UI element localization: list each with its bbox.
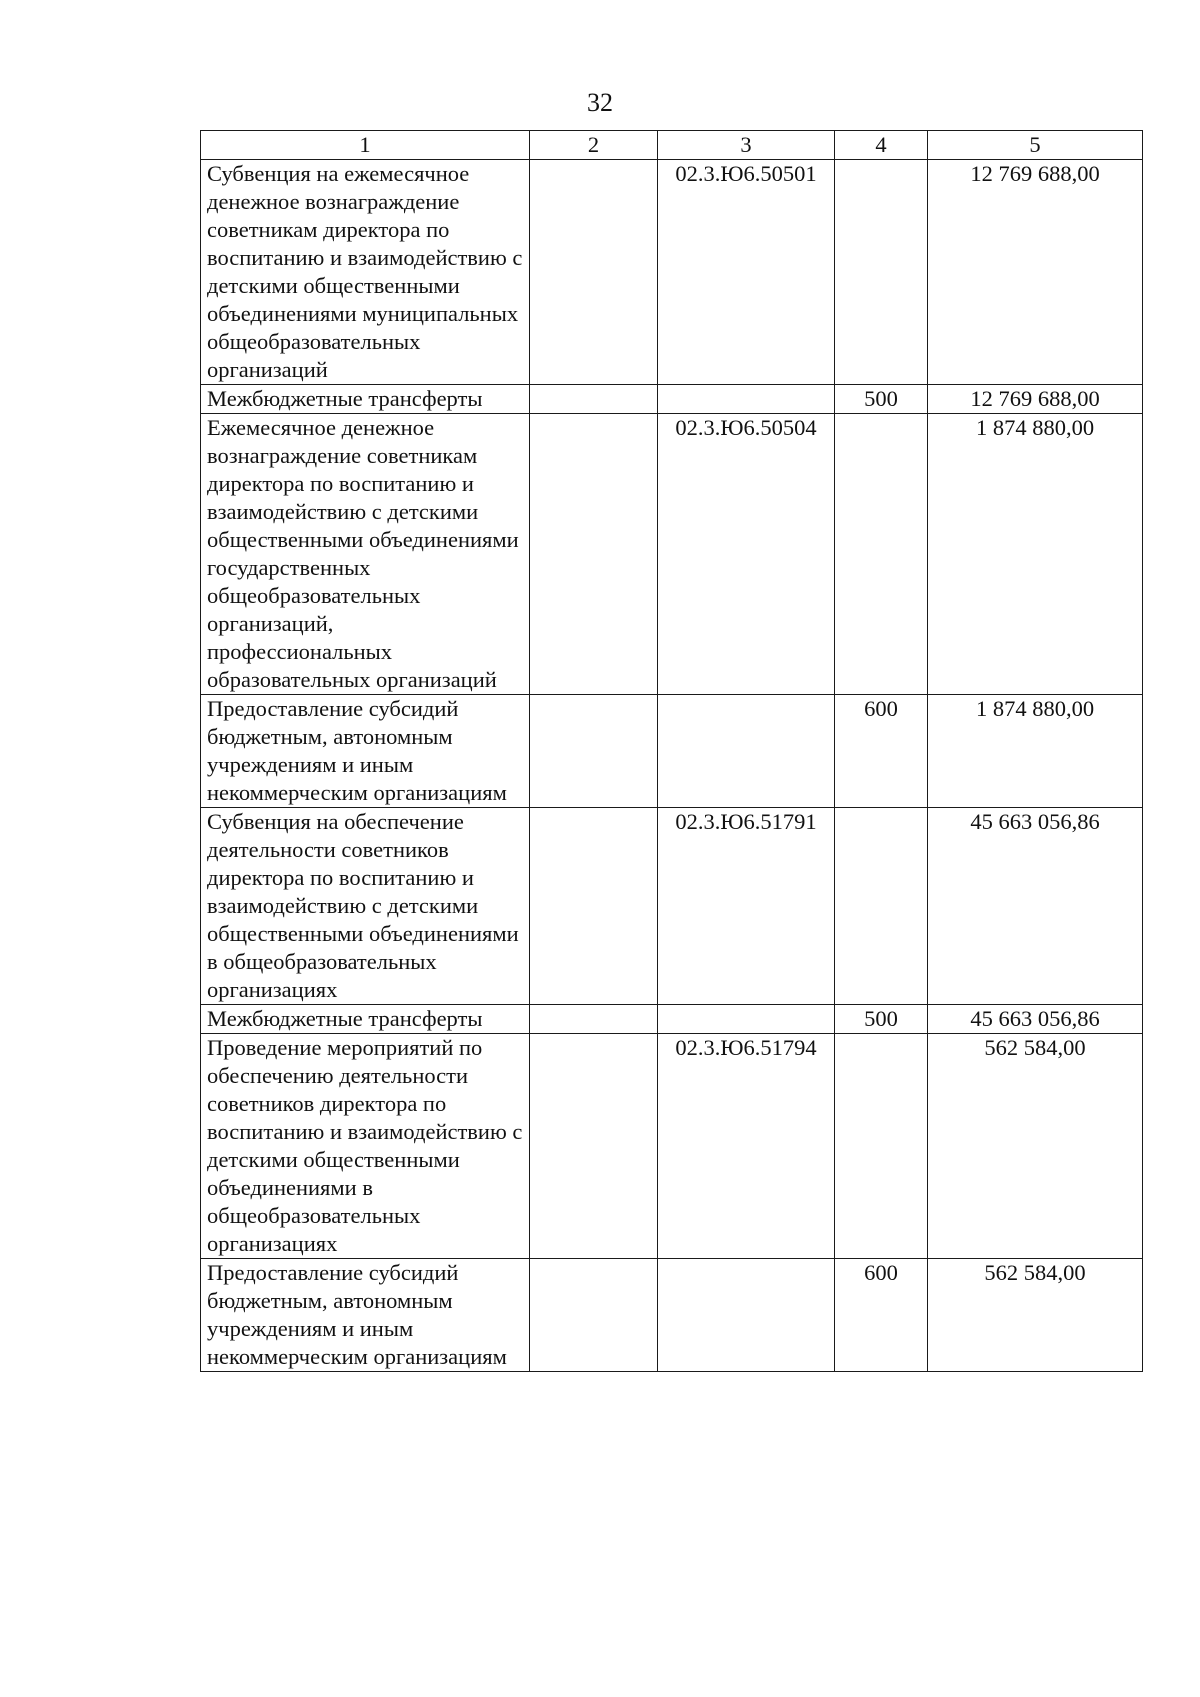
row-name: Ежемесячное денежное вознаграждение советникам директора по воспитанию и взаимодействию с детскими общественными объединениями государственных общеобразовательных организаций, профессиональных образовательных организаций [201, 414, 530, 695]
budget-table [200, 130, 1143, 1372]
row-name: Проведение мероприятий по обеспечению деятельности советников директора по воспитанию и взаимодействию с детскими общественными объединениями в общеобразовательных организациях [201, 1034, 530, 1259]
column-header-ministry: 2 [530, 131, 658, 160]
row-sum: 45 663 056,86 [928, 808, 1143, 1005]
row-ministry [530, 808, 658, 1005]
row-code: 02.3.Ю6.50501 [658, 160, 835, 385]
row-code: 02.3.Ю6.51794 [658, 1034, 835, 1259]
row-sum: 12 769 688,00 [928, 160, 1143, 385]
row-code [658, 1259, 835, 1372]
row-name: Предоставление субсидий бюджетным, автономным учреждениям и иным некоммерческим организациям [201, 695, 530, 808]
row-code [658, 695, 835, 808]
row-type [835, 414, 928, 695]
row-ministry [530, 385, 658, 414]
row-name: Межбюджетные трансферты [201, 385, 530, 414]
row-code: 02.3.Ю6.51791 [658, 808, 835, 1005]
row-sum: 1 874 880,00 [928, 414, 1143, 695]
column-header-type: 4 [835, 131, 928, 160]
row-name: Предоставление субсидий бюджетным, автономным учреждениям и иным некоммерческим организациям [201, 1259, 530, 1372]
row-ministry [530, 1005, 658, 1034]
row-type: 500 [835, 385, 928, 414]
table-row [201, 385, 1143, 414]
row-ministry [530, 160, 658, 385]
row-code [658, 1005, 835, 1034]
row-ministry [530, 1259, 658, 1372]
row-type: 600 [835, 1259, 928, 1372]
column-header-name: 1 [201, 131, 530, 160]
row-sum: 562 584,00 [928, 1034, 1143, 1259]
table-row [201, 414, 1143, 695]
page-number: 32 [587, 88, 613, 117]
table-row [201, 808, 1143, 1005]
row-type: 600 [835, 695, 928, 808]
row-sum: 45 663 056,86 [928, 1005, 1143, 1034]
row-ministry [530, 695, 658, 808]
column-header-sum: 5 [928, 131, 1143, 160]
row-sum: 562 584,00 [928, 1259, 1143, 1372]
row-sum: 1 874 880,00 [928, 695, 1143, 808]
row-type [835, 1034, 928, 1259]
header-row [201, 131, 1143, 160]
row-name: Субвенция на ежемесячное денежное вознаграждение советникам директора по воспитанию и взаимодействию с детскими общественными объединениями муниципальных общеобразовательных организаций [201, 160, 530, 385]
row-name: Межбюджетные трансферты [201, 1005, 530, 1034]
table-row [201, 1259, 1143, 1372]
row-type [835, 160, 928, 385]
row-ministry [530, 414, 658, 695]
row-type: 500 [835, 1005, 928, 1034]
table-row [201, 1034, 1143, 1259]
row-sum: 12 769 688,00 [928, 385, 1143, 414]
column-header-code: 3 [658, 131, 835, 160]
row-code [658, 385, 835, 414]
table-row [201, 160, 1143, 385]
row-ministry [530, 1034, 658, 1259]
table-row [201, 1005, 1143, 1034]
row-code: 02.3.Ю6.50504 [658, 414, 835, 695]
row-type [835, 808, 928, 1005]
row-name: Субвенция на обеспечение деятельности советников директора по воспитанию и взаимодействию с детскими общественными объединениями в общеобразовательных организациях [201, 808, 530, 1005]
table-row [201, 695, 1143, 808]
